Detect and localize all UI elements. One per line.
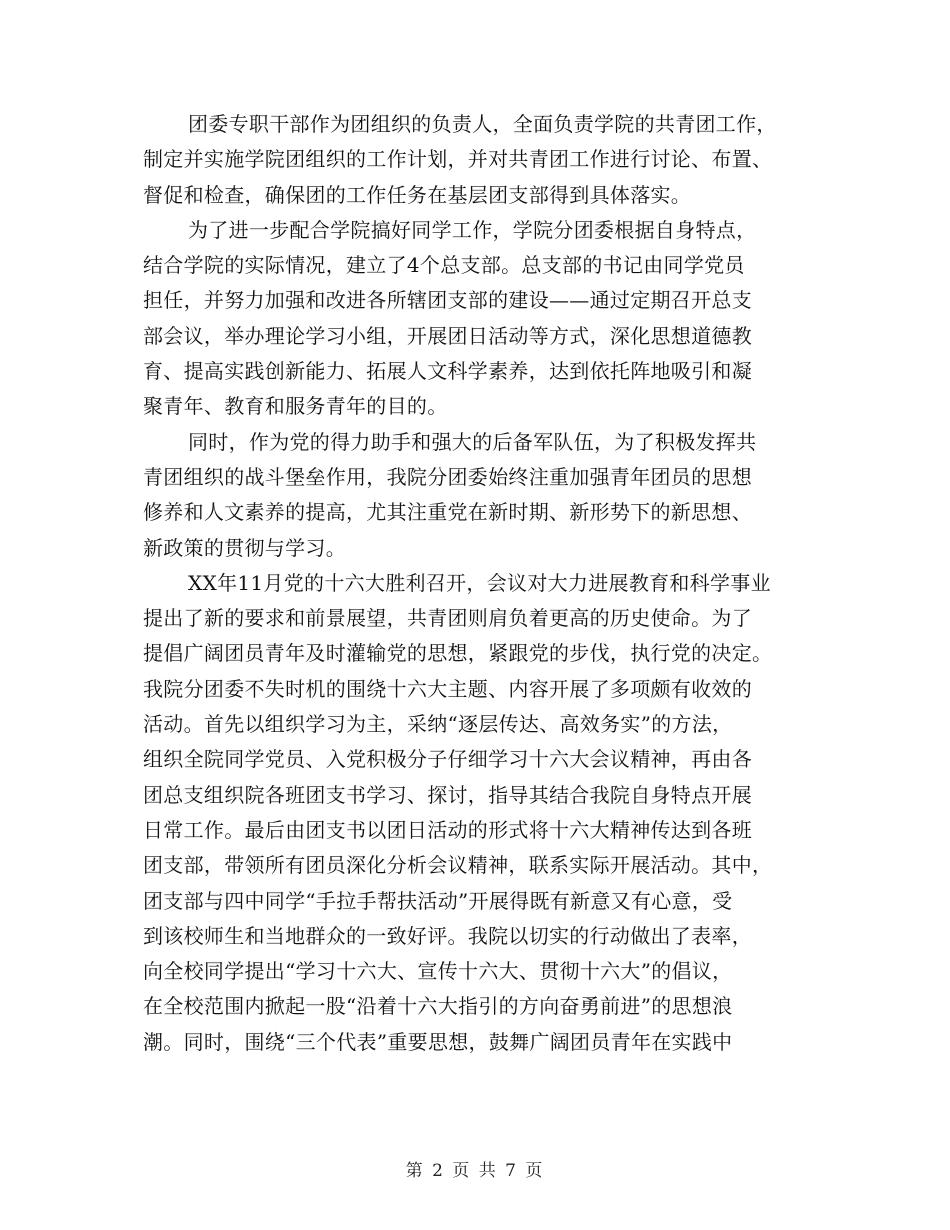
text-line: 向全校同学提出“学习十六大、宣传十六大、贯彻十六大”的倡议， — [143, 959, 733, 984]
text-line: 修养和人文素养的提高，尤其注重党在新时期、新形势下的新思想、 — [143, 500, 752, 525]
text-line: XX年11月党的十六大胜利召开，会议对大力进展教育和科学事业 — [188, 570, 771, 595]
text-line: 育、提高实践创新能力、拓展人文科学素养，达到依托阵地吸引和凝 — [143, 359, 752, 384]
text-line: 组织全院同学党员、入党积极分子仔细学习十六大会议精神，再由各 — [143, 747, 752, 772]
text-line: 团支部与四中同学“手拉手帮扶活动”开展得既有新意又有心意，受 — [143, 888, 733, 913]
text-line: 担任，并努力加强和改进各所辖团支部的建设——通过定期召开总支 — [143, 288, 752, 313]
text-line: 制定并实施学院团组织的工作计划，并对共青团工作进行讨论、布置、 — [143, 147, 773, 172]
paragraph-3 — [143, 425, 813, 566]
text-line: 日常工作。最后由团支书以团日活动的形式将十六大精神传达到各班 — [143, 817, 752, 842]
paragraph-1 — [143, 107, 813, 213]
paragraph-4 — [143, 566, 813, 1060]
paragraph-2 — [143, 213, 813, 425]
text-line: 团总支组织院各班团支书学习、探讨，指导其结合我院自身特点开展 — [143, 782, 752, 807]
text-line: 活动。首先以组织学习为主，采纳“逐层传达、高效务实”的方法， — [143, 712, 733, 737]
text-line: 到该校师生和当地群众的一致好评。我院以切实的行动做出了表率， — [143, 923, 752, 948]
text-line: 提倡广阔团员青年及时灌输党的思想，紧跟党的步伐，执行党的决定。 — [143, 641, 773, 666]
page-number-footer: 第 2 页 共 7 页 — [405, 1161, 545, 1181]
text-line: 督促和检查，确保团的工作任务在基层团支部得到具体落实。 — [143, 182, 692, 207]
text-line: 提出了新的要求和前景展望，共青团则肩负着更高的历史使命。为了 — [143, 606, 752, 631]
text-line: 为了进一步配合学院搞好同学工作，学院分团委根据自身特点， — [188, 217, 757, 242]
text-line: 团支部，带领所有团员深化分析会议精神，联系实际开展活动。其中， — [143, 853, 773, 878]
text-line: 青团组织的战斗堡垒作用，我院分团委始终注重加强青年团员的思想 — [143, 464, 752, 489]
text-line: 团委专职干部作为团组织的负责人，全面负责学院的共青团工作， — [188, 112, 777, 136]
text-line: 同时，作为党的得力助手和强大的后备军队伍，为了积极发挥共 — [188, 429, 757, 454]
text-line: 结合学院的实际情况，建立了4个总支部。总支部的书记由同学党员 — [143, 253, 745, 278]
text-line: 新政策的贯彻与学习。 — [143, 535, 346, 560]
text-line: 潮。同时，围绕“三个代表”重要思想，鼓舞广阔团员青年在实践中 — [143, 1029, 733, 1054]
text-line: 我院分团委不失时机的围绕十六大主题、内容开展了多项颇有收效的 — [143, 676, 752, 701]
document-body — [143, 107, 813, 1060]
text-line: 部会议，举办理论学习小组，开展团日活动等方式，深化思想道德教 — [143, 323, 752, 348]
text-line: 聚青年、教育和服务青年的目的。 — [143, 394, 448, 419]
text-line: 在全校范围内掀起一股“沿着十六大指引的方向奋勇前进”的思想浪 — [143, 994, 733, 1019]
